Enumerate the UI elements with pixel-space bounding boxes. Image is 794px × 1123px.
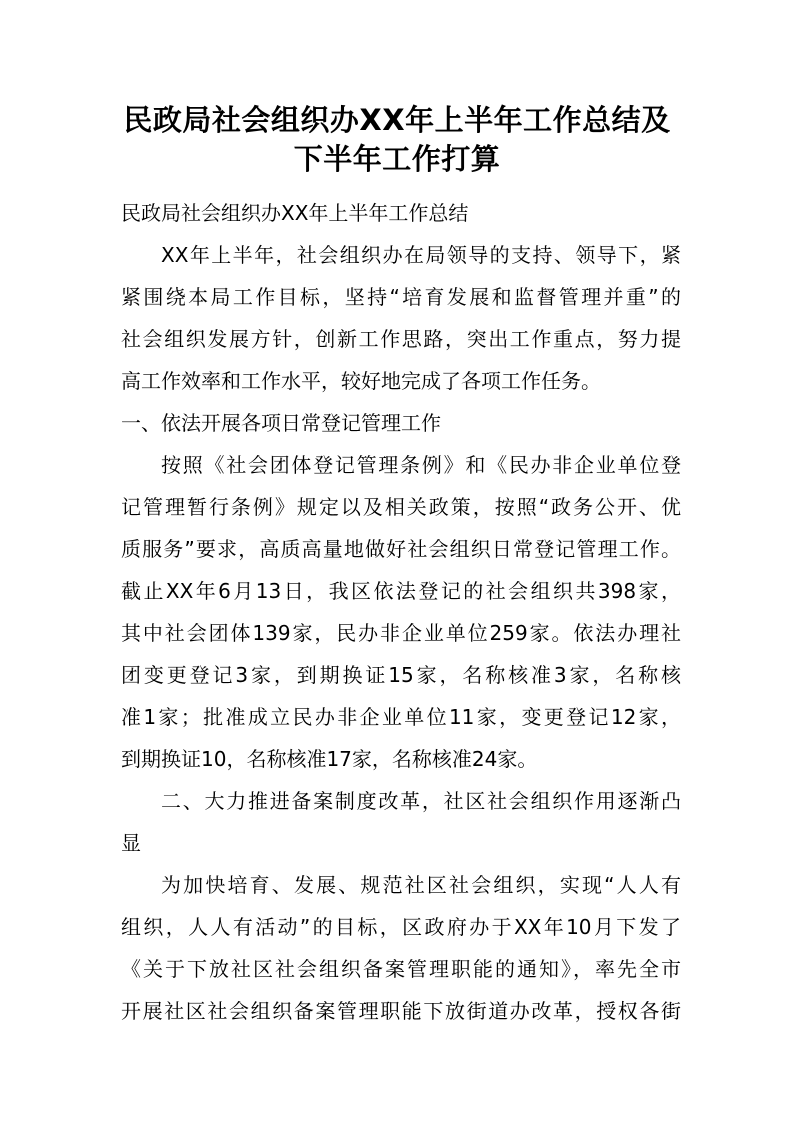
paragraph-line: 质服务”要求，高质高量地做好社会组织日常登记管理工作。: [121, 537, 681, 561]
paragraph-line: XX年上半年，社会组织办在局领导的支持、领导下，紧: [161, 243, 681, 267]
section-heading-2: 二、大力推进备案制度改革，社区社会组织作用逐渐凸: [161, 789, 681, 813]
paragraph-line: 《关于下放社区社会组织备案管理职能的通知》，率先全市: [121, 957, 681, 981]
paragraph-line: 到期换证10，名称核准17家，名称核准24家。: [121, 747, 538, 771]
paragraph-line: 团变更登记3家，到期换证15家，名称核准3家，名称核: [121, 663, 681, 687]
paragraph-line: 其中社会团体139家，民办非企业单位259家。依法办理社: [121, 621, 681, 645]
paragraph-line: 高工作效率和工作水平，较好地完成了各项工作任务。: [121, 369, 601, 393]
paragraph-line: 准1家；批准成立民办非企业单位11家，变更登记12家，: [121, 705, 681, 729]
paragraph-line: 截止XX年6月13日，我区依法登记的社会组织共398家，: [121, 579, 681, 603]
paragraph-line: 按照《社会团体登记管理条例》和《民办非企业单位登: [161, 453, 681, 477]
document-title-line-2: 下半年工作打算: [293, 142, 501, 176]
document-title-line-1: 民政局社会组织办XX年上半年工作总结及: [123, 103, 671, 137]
document-subtitle: 民政局社会组织办XX年上半年工作总结: [121, 201, 469, 225]
paragraph-line: 社会组织发展方针，创新工作思路，突出工作重点，努力提: [121, 327, 681, 351]
paragraph-line: 为加快培育、发展、规范社区社会组织，实现“人人有: [161, 873, 681, 897]
section-heading-1: 一、依法开展各项日常登记管理工作: [121, 411, 441, 435]
paragraph-line: 记管理暂行条例》规定以及相关政策，按照“政务公开、优: [121, 495, 681, 519]
section-heading-2-continued: 显: [121, 831, 141, 855]
paragraph-line: 开展社区社会组织备案管理职能下放街道办改革，授权各街: [121, 999, 681, 1023]
paragraph-line: 组织，人人有活动”的目标，区政府办于XX年10月下发了: [121, 915, 681, 939]
paragraph-line: 紧围绕本局工作目标，坚持“培育发展和监督管理并重”的: [121, 285, 681, 309]
